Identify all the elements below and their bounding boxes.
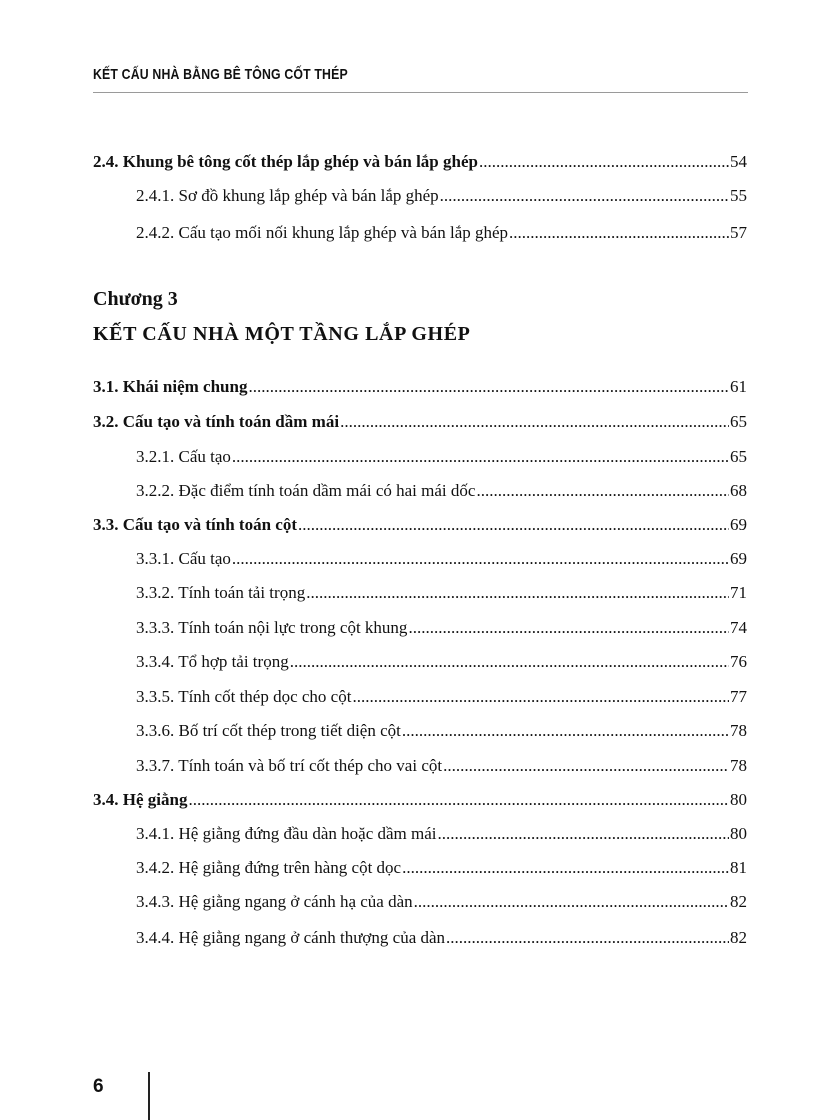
- toc-entry-page: 71: [730, 583, 747, 602]
- dot-leader: [446, 927, 729, 949]
- toc-entry-3-1[interactable]: [93, 376, 747, 398]
- dot-leader: [290, 651, 729, 673]
- toc-entry-3-4-3[interactable]: [136, 891, 747, 913]
- toc-entry-3-3-2[interactable]: [136, 582, 747, 604]
- running-header: KẾT CẤU NHÀ BẰNG BÊ TÔNG CỐT THÉP: [93, 66, 348, 83]
- toc-entry-title: 3.2. Cấu tạo và tính toán dầm mái: [93, 412, 340, 431]
- chapter-title: KẾT CẤU NHÀ MỘT TẦNG LẮP GHÉP: [93, 323, 471, 345]
- toc-entry-title: 3.4. Hệ giằng: [93, 790, 188, 809]
- toc-entry-title: 3.3.6. Bố trí cốt thép trong tiết diện cột: [136, 721, 401, 740]
- dot-leader: [438, 823, 730, 845]
- toc-entry-title: 3.2.1. Cấu tạo: [136, 447, 231, 466]
- toc-entry-title: 3.3. Cấu tạo và tính toán cột: [93, 515, 298, 534]
- dot-leader: [232, 446, 729, 468]
- toc-entry-page: 80: [730, 790, 747, 809]
- dot-leader: [306, 582, 729, 604]
- toc-entry-title: 2.4. Khung bê tông cốt thép lắp ghép và bán lắp ghép: [93, 152, 478, 171]
- toc-entry-title: 3.3.3. Tính toán nội lực trong cột khung: [136, 618, 408, 637]
- chapter-label: Chương 3: [93, 288, 178, 310]
- dot-leader: [479, 151, 729, 173]
- toc-entry-page: 61: [730, 377, 747, 396]
- toc-entry-page: 69: [730, 549, 747, 568]
- toc-entry-page: 78: [730, 721, 747, 740]
- dot-leader: [476, 480, 729, 502]
- toc-entry-3-4-1[interactable]: [136, 823, 747, 845]
- dot-leader: [402, 720, 729, 742]
- dot-leader: [298, 514, 729, 536]
- toc-entry-page: 74: [730, 618, 747, 637]
- page-number: 6: [93, 1076, 104, 1097]
- toc-entry-title: 2.4.2. Cấu tạo mối nối khung lắp ghép và bán lắp ghép: [136, 223, 509, 242]
- toc-entry-title: 3.4.4. Hệ giằng ngang ở cánh thượng của dàn: [136, 928, 446, 947]
- toc-entry-page: 57: [730, 223, 747, 242]
- toc-entry-3-4-2[interactable]: [136, 857, 747, 879]
- toc-entry-page: 82: [730, 892, 747, 911]
- toc-entry-3-2-1[interactable]: [136, 446, 747, 468]
- footer-vertical-rule: [148, 1072, 150, 1120]
- toc-entry-3-4[interactable]: [93, 789, 747, 811]
- toc-entry-3-2-2[interactable]: [136, 480, 747, 502]
- toc-entry-title: 3.4.3. Hệ giằng ngang ở cánh hạ của dàn: [136, 892, 413, 911]
- toc-entry-page: 65: [730, 412, 747, 431]
- dot-leader: [352, 686, 729, 708]
- toc-entry-title: 3.3.5. Tính cốt thép dọc cho cột: [136, 687, 352, 706]
- toc-entry-2-4[interactable]: [93, 151, 747, 173]
- dot-leader: [248, 376, 729, 398]
- toc-entry-page: 81: [730, 858, 747, 877]
- toc-entry-2-4-1[interactable]: [136, 185, 747, 207]
- toc-entry-3-3-1[interactable]: [136, 548, 747, 570]
- toc-entry-page: 54: [730, 152, 747, 171]
- toc-entry-page: 77: [730, 687, 747, 706]
- toc-entry-2-4-2[interactable]: [136, 222, 747, 244]
- toc-entry-page: 65: [730, 447, 747, 466]
- toc-entry-title: 3.4.2. Hệ giằng đứng trên hàng cột dọc: [136, 858, 402, 877]
- toc-entry-title: 3.3.4. Tổ hợp tải trọng: [136, 652, 289, 671]
- dot-leader: [443, 755, 729, 777]
- toc-entry-title: 3.3.1. Cấu tạo: [136, 549, 231, 568]
- toc-entry-3-3-3[interactable]: [136, 617, 747, 639]
- dot-leader: [408, 617, 729, 639]
- toc-entry-page: 76: [730, 652, 747, 671]
- toc-entry-title: 3.3.2. Tính toán tải trọng: [136, 583, 306, 602]
- toc-entry-3-3[interactable]: [93, 514, 747, 536]
- toc-entry-page: 68: [730, 481, 747, 500]
- toc-entry-title: 3.4.1. Hệ giằng đứng đầu dàn hoặc dầm mái: [136, 824, 437, 843]
- toc-entry-3-3-7[interactable]: [136, 755, 747, 777]
- dot-leader: [414, 891, 729, 913]
- toc-entry-page: 55: [730, 186, 747, 205]
- toc-entry-3-2[interactable]: [93, 411, 747, 433]
- toc-entry-3-3-5[interactable]: [136, 686, 747, 708]
- dot-leader: [188, 789, 729, 811]
- toc-entry-3-3-4[interactable]: [136, 651, 747, 673]
- toc-entry-3-3-6[interactable]: [136, 720, 747, 742]
- toc-entry-title: 2.4.1. Sơ đồ khung lắp ghép và bán lắp ghép: [136, 186, 439, 205]
- toc-entry-page: 78: [730, 756, 747, 775]
- dot-leader: [440, 185, 729, 207]
- dot-leader: [402, 857, 729, 879]
- toc-entry-title: 3.1. Khái niệm chung: [93, 377, 248, 396]
- dot-leader: [509, 222, 729, 244]
- toc-entry-title: 3.2.2. Đặc điểm tính toán dầm mái có hai mái dốc: [136, 481, 476, 500]
- dot-leader: [232, 548, 729, 570]
- toc-entry-page: 69: [730, 515, 747, 534]
- toc-entry-3-4-4[interactable]: [136, 927, 747, 949]
- toc-entry-title: 3.3.7. Tính toán và bố trí cốt thép cho vai cột: [136, 756, 443, 775]
- toc-entry-page: 80: [730, 824, 747, 843]
- toc-entry-page: 82: [730, 928, 747, 947]
- dot-leader: [340, 411, 729, 433]
